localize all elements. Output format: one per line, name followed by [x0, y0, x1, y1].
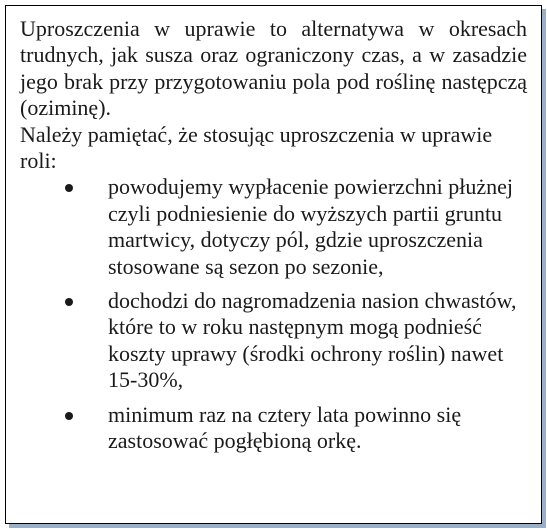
text-box — [5, 5, 542, 524]
lead-paragraph: Należy pamiętać, że stosując uproszczenia w uprawie roli: — [20, 121, 493, 174]
list-item-text: minimum raz na cztery lata powinno się zastosować pogłębioną orkę. — [108, 401, 462, 454]
list-item — [20, 288, 527, 394]
bullet-icon — [65, 412, 73, 420]
list-item — [20, 174, 527, 280]
intro-paragraph: Uproszczenia w uprawie to alternatywa w okresach trudnych, jak susza oraz ograniczony czas, a w zasadzie jego brak przy przygotowaniu pola pod roślinę następczą (oziminę). — [20, 16, 527, 121]
bullet-icon — [65, 184, 73, 192]
bullet-icon — [65, 298, 73, 306]
bullet-list — [20, 174, 527, 454]
list-item — [20, 402, 527, 455]
list-item-text: dochodzi do nagromadzenia nasion chwastów, które to w roku następnym mogą podnieść koszty uprawy (środki ochrony roślin) nawet 15-30%, — [108, 288, 517, 393]
list-item-text: powodujemy wypłacenie powierzchni płużnej czyli podniesienie do wyższych partii gruntu martwicy, dotyczy pól, gdzie uproszczenia stosowane są sezon po sezonie, — [108, 174, 514, 279]
